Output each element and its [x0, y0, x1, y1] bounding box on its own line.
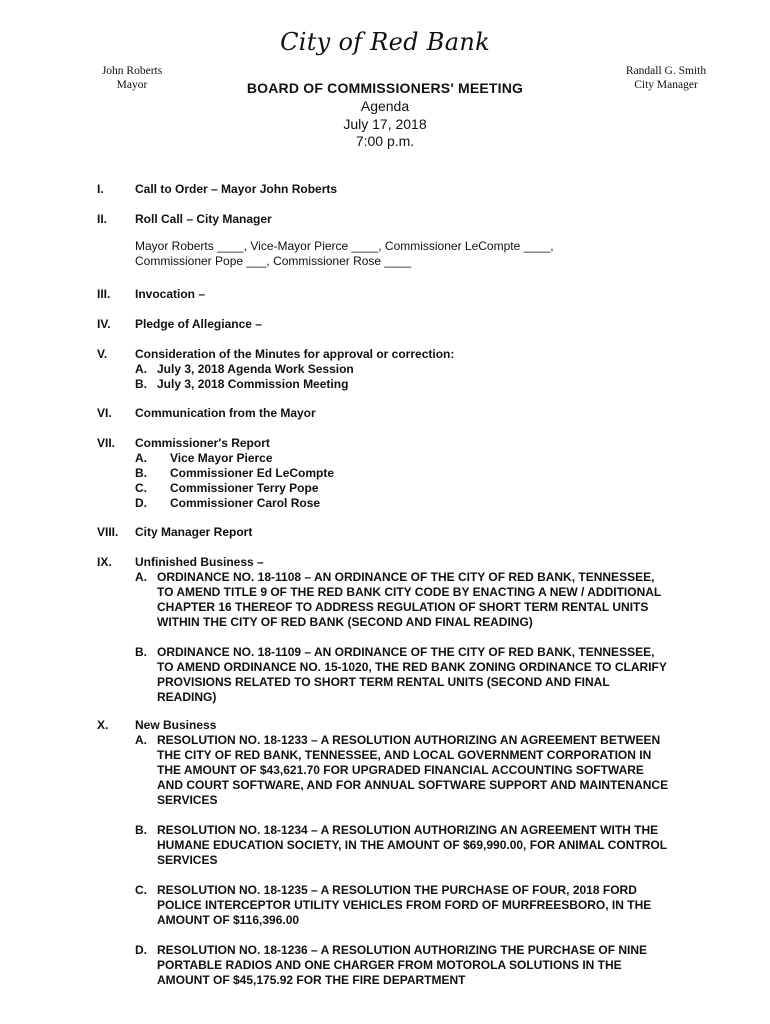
item-number: III. — [97, 287, 111, 301]
commissioner-item: A. Vice Mayor Pierce — [135, 451, 273, 465]
agenda-item-pledge — [97, 317, 717, 332]
mayor-name: John Roberts — [101, 65, 163, 77]
meeting-title: BOARD OF COMMISSIONERS' MEETING — [246, 80, 524, 96]
item-number: X. — [97, 718, 109, 732]
item-title: Invocation – — [135, 287, 206, 301]
agenda-item-city-manager-report — [97, 525, 717, 540]
new-business-list — [135, 733, 670, 988]
item-title: Communication from the Mayor — [135, 406, 316, 420]
minutes-list — [135, 362, 717, 392]
agenda-item-mayor-communication — [97, 406, 717, 421]
commissioner-item: C. Commissioner Terry Pope — [135, 481, 319, 495]
item-number: VIII. — [97, 525, 119, 539]
item-number: I. — [97, 182, 104, 196]
resolution-item: C. RESOLUTION NO. 18-1235 – A RESOLUTION THE PURCHASE OF FOUR, 2018 FORD POLICE INTERCEPTOR UTILITY VEHICLES FROM FORD OF MURFREESBORO, IN THE AMOUNT OF $116,396.00 — [135, 883, 652, 927]
agenda-item-invocation — [97, 287, 717, 302]
meeting-time: 7:00 p.m. — [355, 133, 415, 149]
commissioner-list — [135, 451, 717, 511]
item-title: Unfinished Business – — [135, 555, 264, 569]
item-number: VII. — [97, 436, 116, 450]
item-number: VI. — [97, 406, 112, 420]
ordinance-item: B. ORDINANCE NO. 18-1109 – AN ORDINANCE OF THE CITY OF RED BANK, TENNESSEE, TO AMEND ORDINANCE NO. 15-1020, THE RED BANK ZONING ORDINANCE TO CLARIFY PROVISIONS RELATED TO SHORT TERM RENTAL UNITS (SECOND AND FINAL READING) — [135, 645, 667, 704]
document-type: Agenda — [360, 98, 410, 114]
item-title: Consideration of the Minutes for approval or correction: — [135, 347, 455, 361]
unfinished-business-list — [135, 570, 670, 705]
resolution-item: A. RESOLUTION NO. 18-1233 – A RESOLUTION AUTHORIZING AN AGREEMENT BETWEEN THE CITY OF RED BANK, TENNESSEE, AND LOCAL GOVERNMENT CORPORATION IN THE AMOUNT OF $43,621.70 FOR UPGRADED FINANCIAL ACCOUNTING SOFTWARE AND COURT SOFTWARE, AND FOR ANNUAL SOFTWARE SUPPORT AND MAINTENANCE SERVICES — [135, 733, 669, 807]
resolution-item: D. RESOLUTION NO. 18-1236 – A RESOLUTION AUTHORIZING THE PURCHASE OF NINE PORTABLE RADIOS AND ONE CHARGER FROM MOTOROLA SOLUTIONS IN THE AMOUNT OF $45,175.92 FOR THE FIRE DEPARTMENT — [135, 943, 648, 987]
city-manager-name: Randall G. Smith — [625, 65, 707, 77]
item-number: IX. — [97, 555, 112, 569]
meeting-date: July 17, 2018 — [343, 115, 427, 132]
resolution-item: B. RESOLUTION NO. 18-1234 – A RESOLUTION AUTHORIZING AN AGREEMENT WITH THE HUMANE EDUCATION SOCIETY, IN THE AMOUNT OF $69,990.00, FOR ANIMAL CONTROL SERVICES — [135, 823, 667, 867]
item-number: II. — [97, 212, 108, 226]
commissioner-item: B. Commissioner Ed LeCompte — [135, 466, 335, 480]
item-title: City Manager Report — [135, 525, 253, 539]
agenda-item-unfinished-business — [97, 555, 717, 705]
item-number: IV. — [97, 317, 111, 331]
mayor-role: Mayor — [116, 79, 148, 91]
city-manager-role: City Manager — [634, 79, 698, 91]
minutes-item: B. July 3, 2018 Commission Meeting — [135, 377, 349, 391]
meeting-header — [0, 78, 770, 151]
item-title: Commissioner's Report — [135, 436, 270, 450]
agenda-item-minutes — [97, 347, 717, 392]
roll-call-line-1: Mayor Roberts ____, Vice-Mayor Pierce ____, Commissioner LeCompte ____, — [135, 239, 554, 253]
agenda-item-roll-call — [97, 212, 717, 269]
item-title: New Business — [135, 718, 217, 732]
item-title: Pledge of Allegiance – — [135, 317, 262, 331]
roll-call-line-2: Commissioner Pope ___, Commissioner Rose ____ — [135, 254, 412, 268]
item-title: Call to Order – Mayor John Roberts — [135, 182, 338, 196]
item-number: V. — [97, 347, 108, 361]
agenda-item-new-business — [97, 718, 717, 988]
minutes-item: A. July 3, 2018 Agenda Work Session — [135, 362, 354, 376]
agenda-item-commissioners-report — [97, 436, 717, 511]
agenda-item-call-to-order — [97, 182, 717, 197]
commissioner-item: D. Commissioner Carol Rose — [135, 496, 321, 510]
city-title: City of Red Bank — [280, 28, 490, 56]
ordinance-item: A. ORDINANCE NO. 18-1108 – AN ORDINANCE OF THE CITY OF RED BANK, TENNESSEE, TO AMEND TITLE 9 OF THE RED BANK CITY CODE BY ENACTING A NEW / ADDITIONAL CHAPTER 16 THEREOF TO ADDRESS REGULATION OF SHORT TERM RENTAL UNITS WITHIN THE CITY OF RED BANK (SECOND AND FINAL READING) — [135, 570, 662, 629]
item-title: Roll Call – City Manager — [135, 212, 272, 226]
